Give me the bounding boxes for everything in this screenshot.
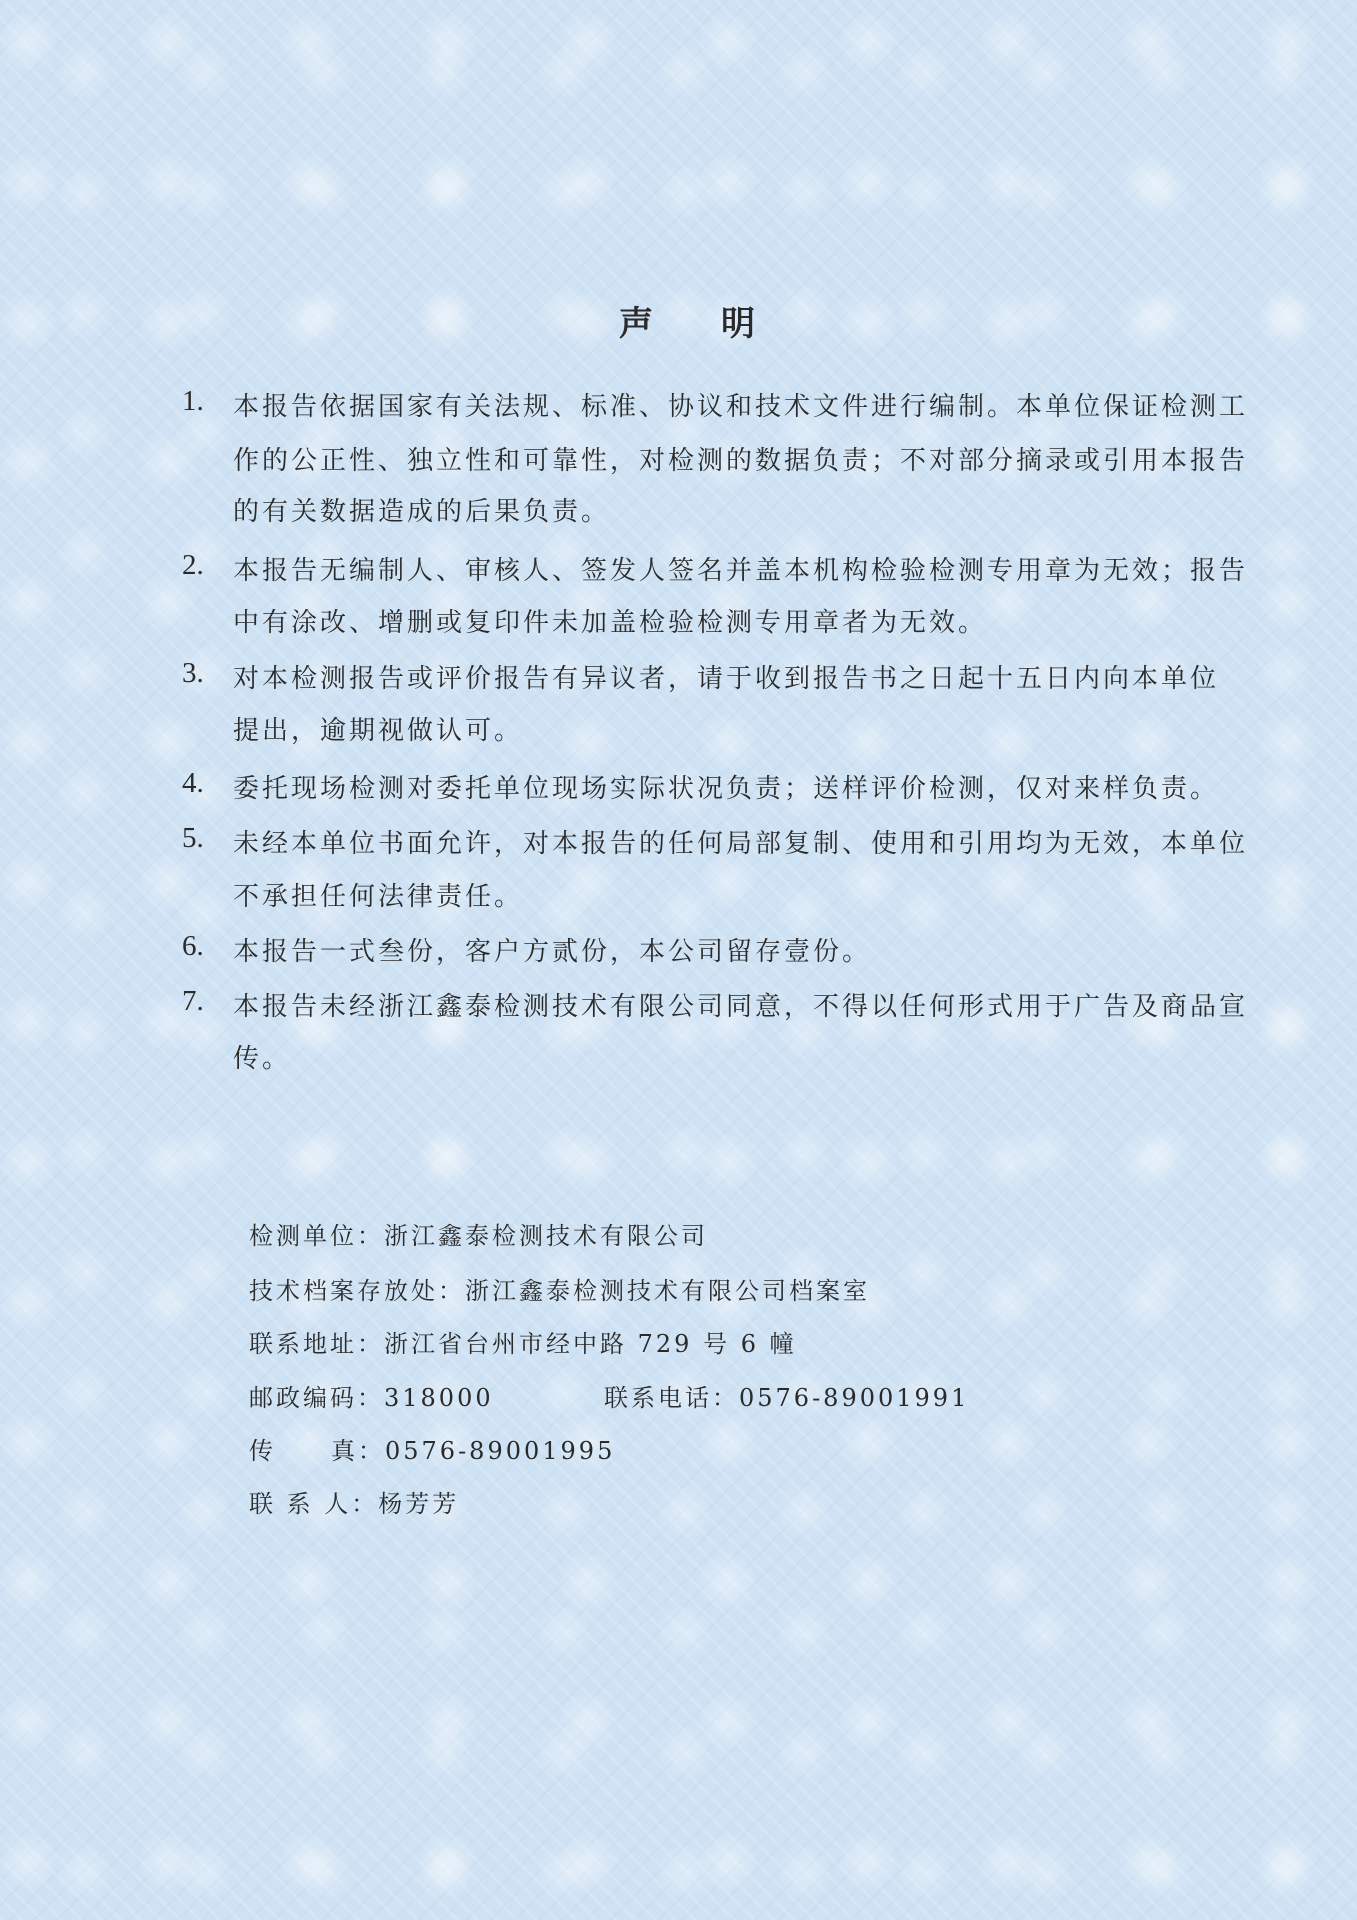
- item-number: 5.: [182, 822, 204, 854]
- item-text-line: 本报告未经浙江鑫泰检测技术有限公司同意，不得以任何形式用于广告及商品宣: [233, 992, 1249, 1022]
- item-number: 4.: [182, 767, 204, 799]
- item-number: 2.: [182, 549, 204, 581]
- item-text-line: 对本检测报告或评价报告有异议者，请于收到报告书之日起十五日内向本单位: [233, 664, 1220, 694]
- title-char: 声: [619, 304, 653, 344]
- page-title: [0, 296, 1357, 345]
- item-number: 6.: [182, 930, 204, 962]
- phone: 联系电话：0576-89001991: [604, 1384, 970, 1412]
- fax-label: 传: [249, 1437, 276, 1465]
- item-text-line: 本报告无编制人、审核人、签发人签名并盖本机构检验检测专用章为无效；报告: [233, 556, 1249, 586]
- item-text-line: 本报告依据国家有关法规、标准、协议和技术文件进行编制。本单位保证检测工: [233, 392, 1249, 422]
- title-char: 明: [721, 304, 755, 344]
- postcode: 邮政编码：318000: [249, 1384, 494, 1412]
- item-text-line: 传。: [233, 1044, 292, 1074]
- item-text-line: 委托现场检测对委托单位现场实际状况负责；送样评价检测，仅对来样负责。: [233, 774, 1220, 804]
- item-text-line: 中有涂改、增删或复印件未加盖检验检测专用章者为无效。: [233, 608, 988, 638]
- item-text-line: 不承担任何法律责任。: [233, 882, 524, 912]
- item-text-line: 作的公正性、独立性和可靠性，对检测的数据负责；不对部分摘录或引用本报告: [233, 446, 1249, 476]
- item-text-line: 本报告一式叁份，客户方贰份，本公司留存壹份。: [233, 937, 872, 967]
- item-number: 7.: [182, 985, 204, 1017]
- testing-unit: 检测单位：浙江鑫泰检测技术有限公司: [249, 1222, 708, 1250]
- item-number: 3.: [182, 657, 204, 689]
- item-number: 1.: [182, 385, 204, 417]
- address: 联系地址：浙江省台州市经中路 729 号 6 幢: [249, 1330, 797, 1358]
- item-text-line: 未经本单位书面允许，对本报告的任何局部复制、使用和引用均为无效，本单位: [233, 829, 1249, 859]
- item-text-line: 提出，逾期视做认可。: [233, 716, 524, 746]
- archive-location: 技术档案存放处：浙江鑫泰检测技术有限公司档案室: [249, 1277, 870, 1305]
- contact-person: 联 系 人：杨芳芳: [249, 1490, 460, 1518]
- fax: 真：0576-89001995: [331, 1437, 616, 1465]
- item-text-line: 的有关数据造成的后果负责。: [233, 497, 611, 527]
